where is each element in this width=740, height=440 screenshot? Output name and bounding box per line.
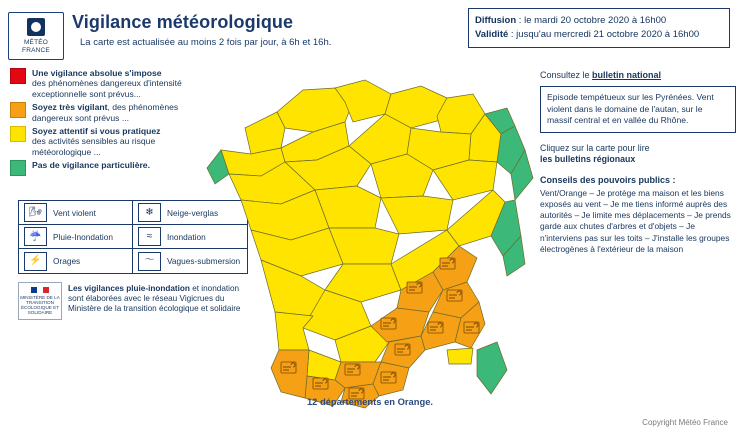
page-title: Vigilance météorologique [72, 12, 294, 32]
pictogram-storm [19, 249, 133, 273]
france-vigilance-map[interactable] [185, 50, 540, 410]
pictogram-label-storm: Orages [53, 256, 81, 266]
logo-line-1: MÉTÉO [23, 39, 49, 46]
orange-department-count: 12 départements en Orange. [306, 396, 434, 407]
bulletin-intro: Consultez le [540, 70, 593, 80]
bulletin-national-link[interactable]: bulletin national [592, 70, 662, 80]
legend-red-strong: Une vigilance absolue s'impose [32, 68, 162, 78]
legend-item-green [10, 160, 190, 176]
right-panel [540, 70, 736, 255]
snow-ice-icon: ❄ [138, 203, 161, 222]
map-zone-yellow-extra [447, 348, 473, 364]
diffusion-value: : le mardi 20 octobre 2020 à 16h00 [516, 15, 667, 26]
legend-yellow-strong: Soyez attentif si vous pratiquez [32, 126, 161, 137]
advice-body: Vent/Orange – Je protège ma maison et les biens exposés au vent – Je me tiens informé auprès des autorités – Je limite mes déplacements – Je prends garde aux chutes d'arbres et d'objets – Je n'interviens pas sur les toits – J'installe les groupes électrogènes à l'extérieur de la maison [540, 187, 731, 254]
wave-submersion-icon: 〜 [138, 252, 161, 271]
validity-value: : jusqu'au mercredi 21 octobre 2020 à 16h00 [508, 29, 700, 40]
ministere-logo [18, 282, 62, 320]
bulletin-national-line[interactable] [540, 70, 736, 80]
validity-label: Validité [475, 29, 509, 40]
pictogram-label-wind: Vent violent [53, 207, 96, 218]
legend-yellow-text: des activités sensibles au risque météorologique ... [32, 136, 156, 157]
swatch-red-icon [10, 68, 26, 84]
french-flag-icon [31, 287, 49, 293]
pictogram-label-flood: Inondation [167, 231, 206, 242]
diffusion-line [475, 14, 723, 28]
legend-red-text: des phénomènes dangereux d'intensité exceptionnelle sont prévus... [32, 78, 182, 99]
storm-icon: ⚡ [24, 252, 47, 271]
validity-line [475, 28, 723, 42]
click-map-line-1: Cliquez sur la carte pour lire [540, 142, 650, 153]
legend-green-strong: Pas de vigilance particulière. [32, 160, 150, 171]
flood-icon: ≈ [138, 227, 161, 246]
legend-item-red [10, 68, 190, 99]
logo-line-2: FRANCE [22, 46, 50, 54]
pictogram-wind [19, 201, 133, 225]
wind-icon: 🌬 [24, 203, 47, 222]
page-subtitle: La carte est actualisée au moins 2 fois par jour, à 6h et 16h. [80, 37, 332, 48]
swatch-green-icon [10, 160, 26, 176]
advice-title: Conseils des pouvoirs publics : [540, 174, 676, 185]
legend-item-orange [10, 102, 190, 123]
copyright: Copyright Météo France [642, 418, 728, 427]
legend-orange-text: , des phénomènes dangereux sont prévus ... [32, 102, 179, 123]
pictogram-label-wave-submersion: Vagues-submersion [167, 256, 241, 266]
vigicrues-note-strong: Les vigilances pluie-inondation [68, 284, 190, 293]
pictogram-label-rain-flood: Pluie-Inondation [53, 231, 113, 242]
meteo-france-logo [8, 12, 64, 60]
alert-summary-box: Episode tempétueux sur les Pyrénées. Vent violent dans le domaine de l'autan, sur le massif central et en vallée du Rhône. [540, 86, 736, 133]
legend-orange-strong: Soyez très vigilant [32, 102, 108, 113]
swatch-yellow-icon [10, 126, 26, 142]
click-map-line-2[interactable]: les bulletins régionaux [540, 154, 636, 165]
swatch-orange-icon [10, 102, 26, 118]
diffusion-validity-box [468, 8, 730, 48]
pictogram-label-snow-ice: Neige-verglas [167, 207, 219, 218]
logo-mark-icon [27, 18, 45, 36]
click-map-instructions [540, 143, 736, 166]
legend [10, 68, 190, 179]
pictogram-rain-flood [19, 225, 133, 249]
ministere-logo-text: MINISTÈRE DE LA TRANSITION ÉCOLOGIQUE ET SOLIDAIRE [20, 294, 60, 316]
rain-flood-icon: ☔ [24, 227, 47, 246]
diffusion-label: Diffusion [475, 15, 517, 26]
legend-item-yellow [10, 126, 190, 157]
vigicrues-note-text: et inondation sont élaborées avec le réseau Vigicrues du Ministère de la transition écologique et solidaire [68, 284, 241, 313]
